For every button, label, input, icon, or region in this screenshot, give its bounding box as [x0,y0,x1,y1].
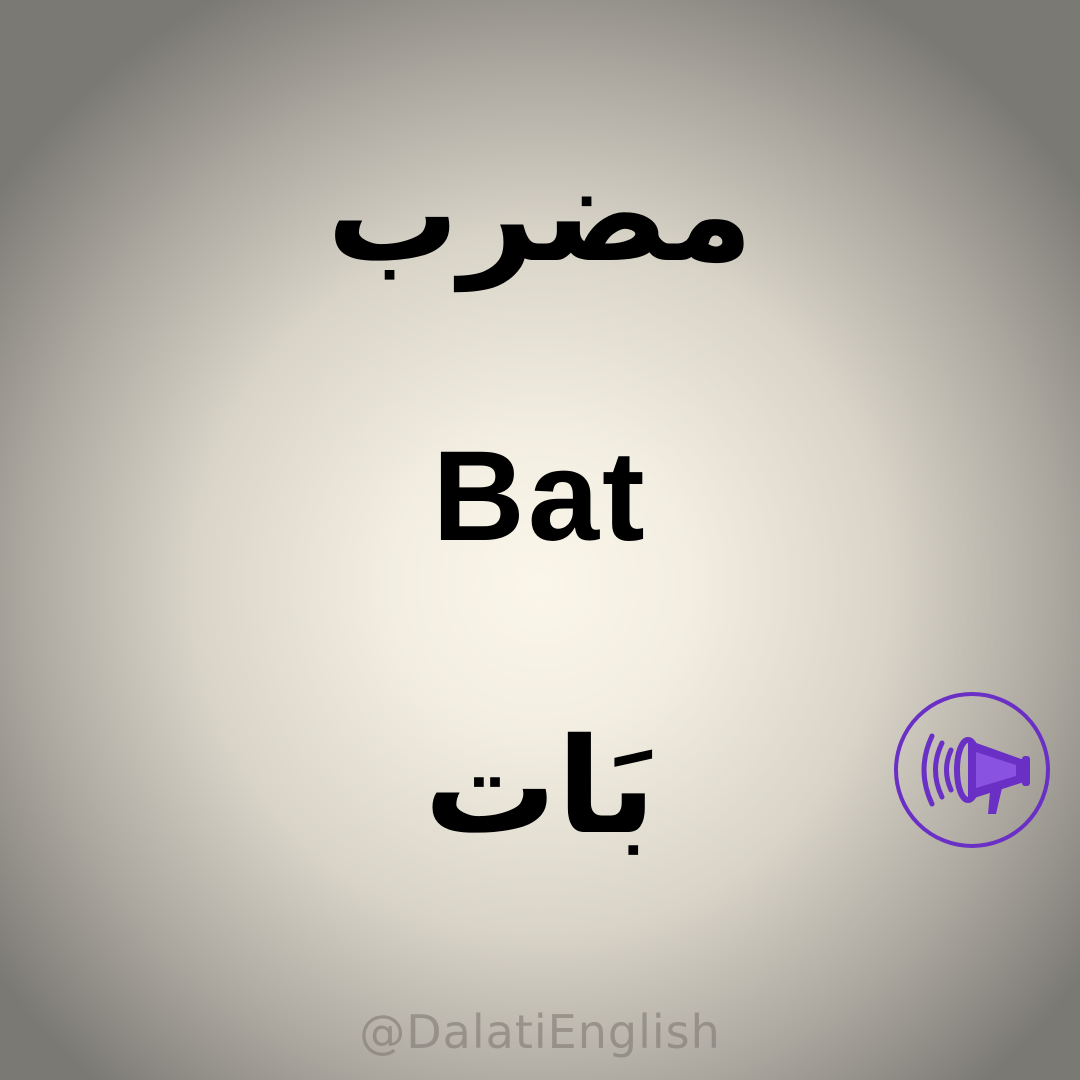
arabic-word: مضرب [326,138,754,292]
megaphone-icon [892,690,1052,850]
play-audio-button[interactable] [892,690,1052,850]
pronunciation-word: بَات [424,710,656,864]
watermark-handle: @DalatiEnglish [359,1005,721,1059]
english-word: Bat [432,425,648,568]
